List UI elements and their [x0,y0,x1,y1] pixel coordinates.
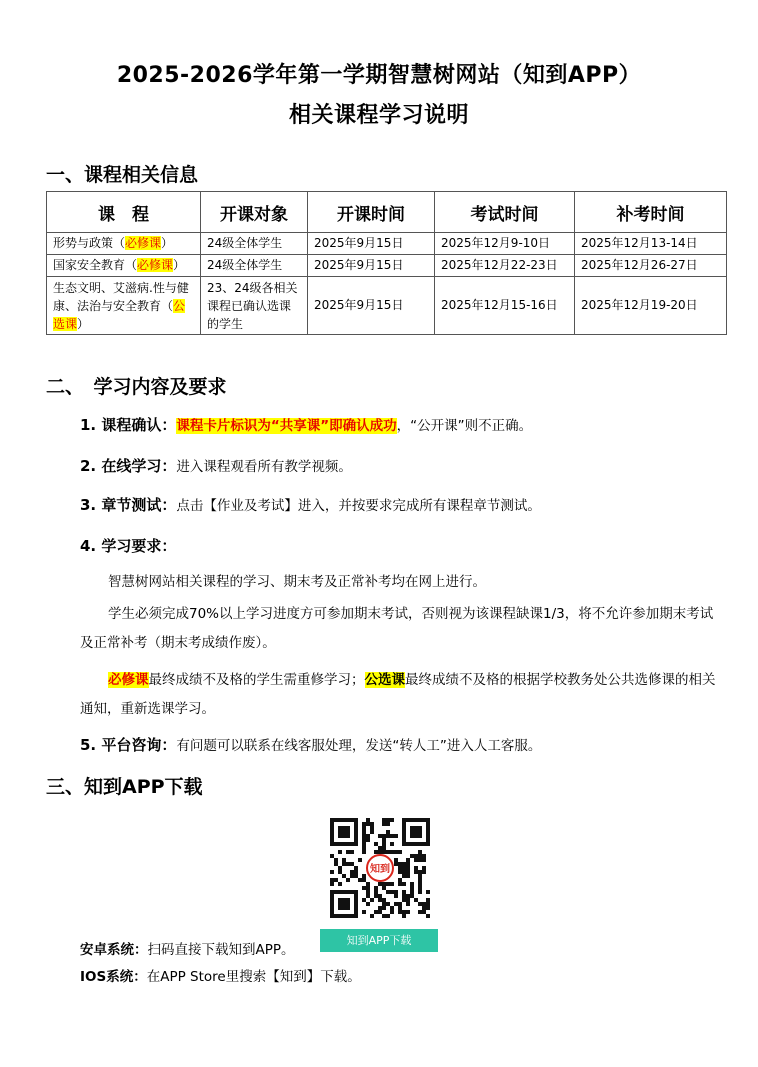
download-app-button[interactable]: 知到APP下载 [320,929,438,952]
item-online-study: 2. 在线学习：进入课程观看所有教学视频。 [80,457,352,475]
item-course-confirm: 1. 课程确认：课程卡片标识为“共享课”即确认成功，“公开课”则不正确。 [80,416,533,434]
elective-course-highlight: 公选课 [53,298,186,331]
header-start: 开课时间 [308,192,435,233]
table-header-row [47,192,727,233]
cell-exam: 2025年12月9-10日 [435,233,575,255]
qr-code-icon [330,818,430,918]
section-heading-app-download: 三、知到APP下载 [46,776,203,798]
paragraph-failing-policy: 必修课最终成绩不及格的学生需重修学习；公选课最终成绩不及格的根据学校教务处公共选修课的相关通知，重新选课学习。 [80,672,716,717]
header-makeup: 补考时间 [575,192,727,233]
cell-makeup: 2025年12月13-14日 [575,233,727,255]
ios-instructions: IOS系统：在APP Store里搜索【知到】下载。 [80,969,361,985]
section-heading-study-requirements: 二、 学习内容及要求 [46,376,227,398]
cell-course: 国家安全教育（必修课） [47,255,201,277]
cell-start: 2025年9月15日 [308,255,435,277]
item-platform-consult: 5. 平台咨询：有问题可以联系在线客服处理，发送“转人工”进入人工客服。 [80,736,542,754]
table-row [47,255,727,277]
cell-makeup: 2025年12月26-27日 [575,255,727,277]
paragraph-online-exam: 智慧树网站相关课程的学习、期末考及正常补考均在网上进行。 [108,574,486,590]
cell-target: 24级全体学生 [201,233,308,255]
item-chapter-test: 3. 章节测试：点击【作业及考试】进入，并按要求完成所有课程章节测试。 [80,496,541,514]
paragraph-progress-requirement: 学生必须完成70%以上学习进度方可参加期末考试，否则视为该课程缺课1/3，将不允许参加期末考试及正常补考（期末考成绩作废）。 [80,606,714,651]
qr-code-image[interactable] [330,818,430,918]
course-table [46,191,727,335]
cell-course: 形势与政策（必修课） [47,233,201,255]
required-course-highlight: 必修课 [108,672,149,688]
android-instructions: 安卓系统：扫码直接下载知到APP。 [80,942,295,958]
cell-start: 2025年9月15日 [308,233,435,255]
required-course-highlight: 必修课 [125,236,162,250]
required-course-highlight: 必修课 [137,258,174,272]
page-subtitle: 相关课程学习说明 [288,103,469,128]
section-heading-course-info: 一、课程相关信息 [46,164,199,186]
header-exam: 考试时间 [435,192,575,233]
confirm-highlight: 课程卡片标识为“共享课”即确认成功 [176,418,397,434]
header-course: 课 程 [47,192,201,233]
cell-exam: 2025年12月15-16日 [435,277,575,335]
qr-logo-text: 知到 [370,864,390,875]
cell-course: 生态文明、艾滋病.性与健康、法治与安全教育（公选课） [47,277,201,335]
table-row [47,277,727,335]
header-target: 开课对象 [201,192,308,233]
item-study-requirements: 4. 学习要求： [80,537,177,555]
cell-start: 2025年9月15日 [308,277,435,335]
cell-makeup: 2025年12月19-20日 [575,277,727,335]
cell-target: 24级全体学生 [201,255,308,277]
table-row [47,233,727,255]
page-title: 2025-2026学年第一学期智慧树网站（知到APP） [116,63,642,88]
cell-exam: 2025年12月22-23日 [435,255,575,277]
elective-course-highlight: 公选课 [364,672,405,688]
cell-target: 23、24级各相关课程已确认选课的学生 [201,277,308,335]
